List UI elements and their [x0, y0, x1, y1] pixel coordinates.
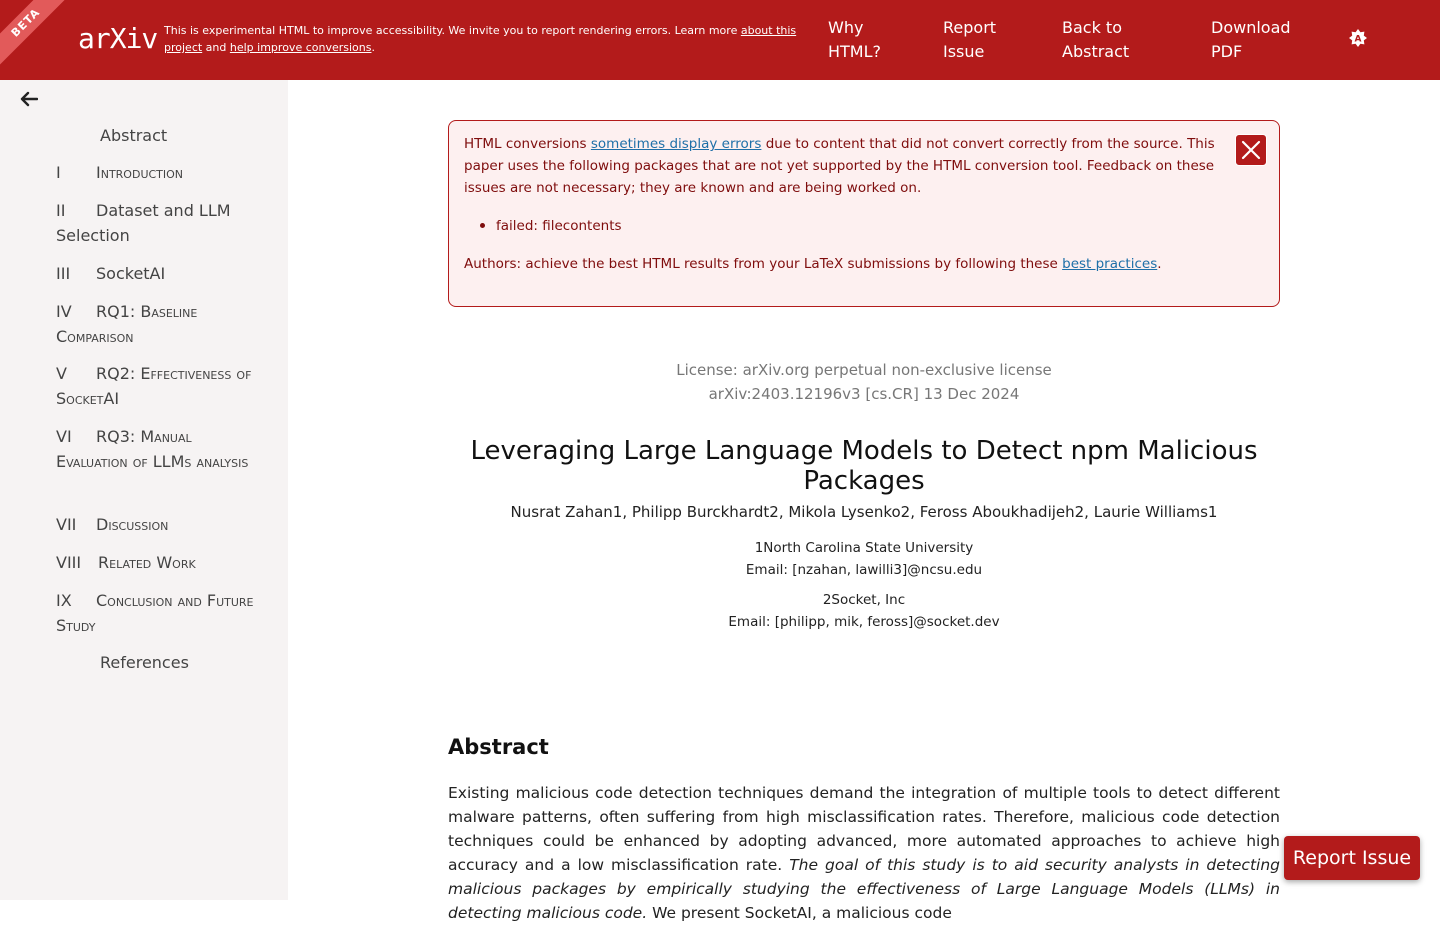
- table-of-contents: [0, 80, 288, 900]
- failed-package-item: failed: filecontents: [496, 218, 622, 234]
- authors-advice: Authors: achieve the best HTML results from your LaTeX submissions by following these best practices.: [464, 256, 1162, 272]
- back-to-abstract-link[interactable]: Back to Abstract: [1062, 18, 1130, 61]
- arxiv-id: arXiv:2403.12196v3 [cs.CR] 13 Dec 2024: [708, 385, 1020, 403]
- notice-text: This is experimental HTML to improve accessibility. We invite you to report rendering errors. Learn more: [164, 24, 741, 37]
- toc-item-related-work[interactable]: VIII Related Work: [56, 553, 196, 572]
- toc-item-introduction[interactable]: I Introduction: [56, 163, 184, 182]
- top-banner: [0, 0, 1440, 80]
- toc-item-socketai[interactable]: III SocketAI: [56, 264, 166, 283]
- arrow-left-icon[interactable]: [20, 88, 38, 112]
- svg-text:A: A: [1354, 34, 1362, 45]
- paper-title: Leveraging Large Language Models to Detect npm Malicious Packages: [470, 436, 1258, 496]
- close-notice-button[interactable]: [1235, 134, 1267, 166]
- toc-item-conclusion[interactable]: IX Conclusion and Future Study: [56, 591, 254, 635]
- affiliation-2: 2Socket, Inc Email: [philipp, mik, feross]@socket.dev: [728, 592, 1000, 630]
- download-pdf-link[interactable]: Download PDF: [1211, 18, 1291, 61]
- affiliation-1: 1North Carolina State University Email: [nzahan, lawilli3]@ncsu.edu: [745, 540, 983, 578]
- arxiv-logo[interactable]: arXiv: [78, 22, 158, 55]
- toc-item-rq1[interactable]: IV RQ1: Baseline Comparison: [56, 302, 198, 346]
- report-issue-link[interactable]: Report Issue: [943, 18, 997, 61]
- help-improve-link[interactable]: help improve conversions: [229, 41, 372, 54]
- license-block: [448, 358, 1280, 406]
- error-message: HTML conversions sometimes display errors due to content that did not convert correctly from the source. This paper uses the following packages that are not yet supported by the HTML conversion tool. Feedback on these issues are not necessary; they are known and are being worked on.: [464, 136, 1215, 196]
- banner-notice: This is experimental HTML to improve accessibility. We invite you to report rendering errors. Learn more about this project and help improve conversions.: [164, 24, 797, 54]
- about-project-link[interactable]: about this project: [164, 24, 797, 54]
- abstract-text: Existing malicious code detection techniques demand the integration of multiple tools to detect different malware patterns, often suffering from high misclassification rates. Therefore, malicious code detection techniques could be enhanced by adopting advanced, more automated approaches to achieve high accuracy and a low misclassification rate. The goal of this study is to aid security analysts in detecting malicious packages by empirically studying the effectiveness of Large Language Models (LLMs) in detecting malicious code. We present SocketAI, a malicious code: [448, 784, 1280, 922]
- display-errors-link[interactable]: sometimes display errors: [590, 136, 762, 152]
- toc-item-rq3[interactable]: VI RQ3: Manual Evaluation of LLMs analysis: [56, 427, 249, 471]
- toc-item-discussion[interactable]: VII Discussion: [56, 515, 169, 534]
- why-html-link[interactable]: Why HTML?: [828, 18, 882, 61]
- license-text: License: arXiv.org perpetual non-exclusive license: [676, 361, 1052, 379]
- report-issue-button[interactable]: Report Issue: [1284, 836, 1420, 880]
- theme-toggle-icon[interactable]: [1348, 28, 1368, 48]
- abstract-heading: Abstract: [448, 735, 549, 759]
- toc-item-rq2[interactable]: V RQ2: Effectiveness of SocketAI: [56, 364, 252, 408]
- beta-ribbon: BETA: [0, 0, 76, 73]
- close-icon: [1236, 135, 1266, 165]
- author-list: Nusrat Zahan1, Philipp Burckhardt2, Mikola Lysenko2, Feross Aboukhadijeh2, Laurie Williams1: [510, 503, 1218, 521]
- toc-item-dataset[interactable]: II Dataset and LLM Selection: [56, 201, 231, 245]
- toc-item-references[interactable]: References: [100, 653, 189, 672]
- best-practices-link[interactable]: best practices: [1062, 256, 1158, 272]
- conversion-error-notice: [448, 120, 1280, 307]
- toc-item-abstract[interactable]: Abstract: [100, 126, 168, 145]
- list-bullet: [480, 223, 485, 228]
